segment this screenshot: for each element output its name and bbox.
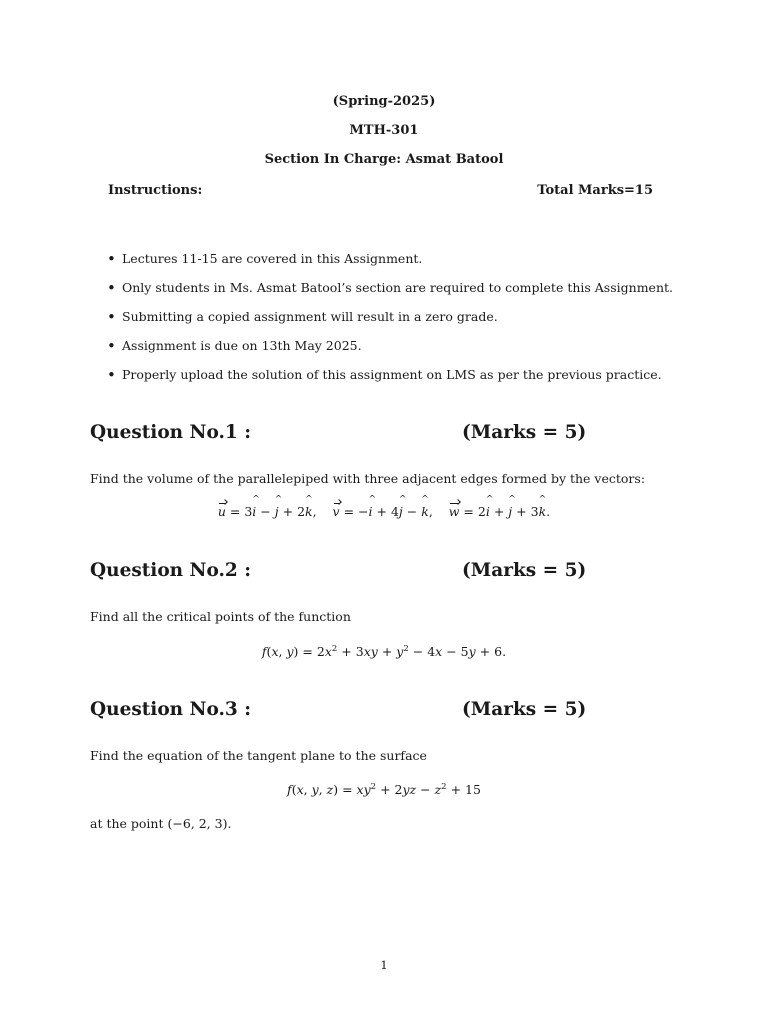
question-1-marks: (Marks = 5) [462,422,587,443]
instruction-text: Submitting a copied assignment will result in a zero grade. [122,309,498,324]
question-3-equation: f(x, y, $z) = xy^2 + 2yz - z^2 + 15$ [287,782,481,798]
instruction-text: Lectures 11-15 are covered in this Assignment. [122,251,423,266]
question-1-title: Question No.1 : [90,422,252,443]
bullet-icon: • [107,279,116,297]
question-3-title: Question No.3 : [90,699,252,720]
list-item [107,279,673,308]
question-2-equation: f(x, $y) = 2x^2 + 3xy + y^2 - 4x - 5y + 6$. [261,644,507,660]
question-3-prompt: Find the equation of the tangent plane to the surface [90,748,427,763]
instruction-text: Assignment is due on 13th May 2025. [122,338,362,353]
instructions-label: Instructions: [108,183,203,198]
bullet-icon: • [107,337,116,355]
course-code: MTH-301 [349,123,419,138]
list-item [107,250,673,279]
question-3-suffix: at the point (−6, 2, 3). [90,816,232,831]
term-heading: (Spring-2025) [332,94,436,109]
list-item [107,308,673,337]
list-item [107,337,673,366]
bullet-icon: • [107,366,116,384]
section-in-charge: Section In Charge: Asmat Batool [264,152,504,167]
total-marks: Total Marks=15 [537,183,653,198]
question-2-title: Question No.2 : [90,560,252,581]
page-number: 1 [380,958,388,972]
list-item [107,366,673,395]
instructions-list [107,250,673,395]
instruction-text: Properly upload the solution of this assignment on LMS as per the previous practice. [122,367,662,382]
instruction-text: Only students in Ms. Asmat Batool’s section are required to complete this Assignment. [122,280,673,295]
question-2-prompt: Find all the critical points of the function [90,609,351,624]
question-1-prompt: Find the volume of the parallelepiped with three adjacent edges formed by the vectors: [90,471,646,486]
question-2-marks: (Marks = 5) [462,560,587,581]
question-1-equation: u = 3i ^ − j ^ + 2k ^, v = −i ^ + 4j ^ − k ^, w = 2i ^ + j ^ + 3k ^. [0,504,768,519]
question-3-marks: (Marks = 5) [462,699,587,720]
bullet-icon: • [107,250,116,268]
bullet-icon: • [107,308,116,326]
